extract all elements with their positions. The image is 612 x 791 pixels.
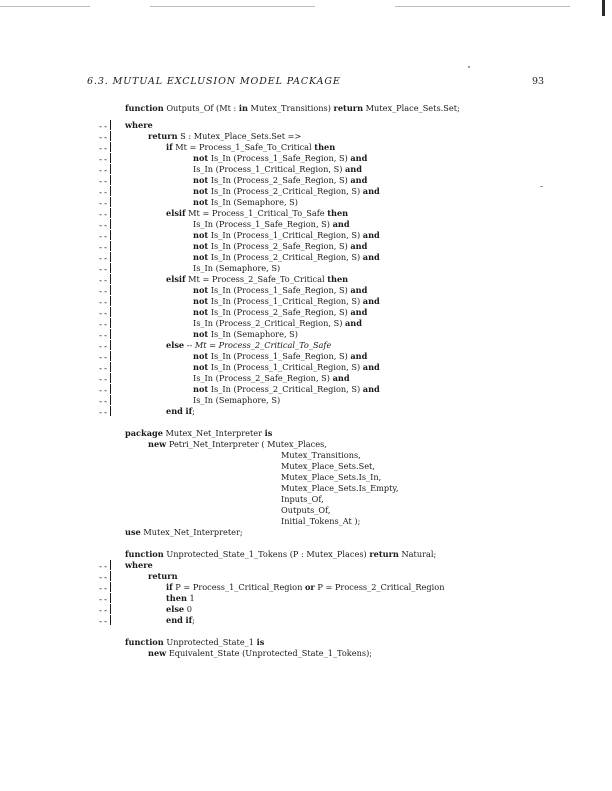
margin-bar	[98, 406, 114, 417]
margin-bar-dashes: --	[98, 143, 109, 153]
code-line: not Is_In (Semaphore, S)	[193, 197, 298, 207]
margin-bar	[98, 186, 114, 197]
margin-bar	[98, 604, 114, 615]
margin-bar	[98, 615, 114, 626]
margin-bar-dashes: --	[98, 330, 109, 340]
code-line: end if;	[166, 406, 195, 416]
code-line: Mutex_Place_Sets.Set,	[281, 461, 375, 471]
margin-bar-dashes: --	[98, 275, 109, 285]
code-line: new Equivalent_State (Unprotected_State_1_Tokens);	[148, 648, 373, 658]
code-line: not Is_In (Process_2_Critical_Region, S) and	[193, 252, 380, 262]
code-line: if P = Process_1_Critical_Region or P = Process_2_Critical_Region	[166, 582, 445, 592]
code-line: Mutex_Place_Sets.Is_Empty,	[281, 483, 399, 493]
margin-bar	[98, 241, 114, 252]
margin-bar	[98, 142, 114, 153]
code-line: Inputs_Of,	[281, 494, 324, 504]
margin-bar-dashes: --	[98, 286, 109, 296]
margin-bar-rule	[110, 219, 111, 229]
margin-bar	[98, 175, 114, 186]
margin-bar	[98, 593, 114, 604]
margin-bar	[98, 230, 114, 241]
code-line: elsif Mt = Process_1_Critical_To_Safe then	[166, 208, 349, 218]
margin-bar-rule	[110, 406, 111, 416]
code-line: not Is_In (Process_2_Critical_Region, S) and	[193, 384, 380, 394]
margin-bar-rule	[110, 142, 111, 152]
code-line: then 1	[166, 593, 195, 603]
code-line: not Is_In (Process_1_Safe_Region, S) and	[193, 153, 368, 163]
margin-bar-dashes: --	[98, 264, 109, 274]
margin-bar-rule	[110, 131, 111, 141]
margin-bar	[98, 340, 114, 351]
code-line: not Is_In (Process_1_Safe_Region, S) and	[193, 351, 368, 361]
scan-mark-top-right	[602, 0, 605, 16]
margin-bar	[98, 131, 114, 142]
scan-edge-line-left	[0, 6, 90, 7]
margin-bar-rule	[110, 241, 111, 251]
margin-bar-dashes: --	[98, 396, 109, 406]
code-line: not Is_In (Process_2_Safe_Region, S) and	[193, 307, 368, 317]
code-line: Mutex_Transitions,	[281, 450, 361, 460]
margin-bar-rule	[110, 208, 111, 218]
margin-bar	[98, 274, 114, 285]
margin-bar-dashes: --	[98, 352, 109, 362]
code-line: function Outputs_Of (Mt : in Mutex_Transitions) return Mutex_Place_Sets.Set;	[125, 103, 460, 113]
code-line: package Mutex_Net_Interpreter is	[125, 428, 273, 438]
page-number: 93	[532, 76, 545, 87]
code-line: Is_In (Process_2_Safe_Region, S) and	[193, 373, 350, 383]
margin-bar-dashes: --	[98, 154, 109, 164]
code-line: not Is_In (Semaphore, S)	[193, 329, 298, 339]
scan-edge-line-middle	[150, 6, 315, 7]
margin-bar	[98, 296, 114, 307]
code-line: not Is_In (Process_2_Safe_Region, S) and	[193, 241, 368, 251]
margin-bar-rule	[110, 285, 111, 295]
margin-bar-dashes: --	[98, 121, 109, 131]
margin-bar-dashes: --	[98, 176, 109, 186]
margin-bar-rule	[110, 351, 111, 361]
margin-bar-dashes: --	[98, 220, 109, 230]
margin-bar-rule	[110, 362, 111, 372]
code-line: function Unprotected_State_1_Tokens (P : Mutex_Places) return Natural;	[125, 549, 437, 559]
margin-bar	[98, 307, 114, 318]
margin-bar-dashes: --	[98, 385, 109, 395]
margin-bar-dashes: --	[98, 253, 109, 263]
margin-bar-dashes: --	[98, 209, 109, 219]
code-line: Is_In (Process_2_Critical_Region, S) and	[193, 318, 362, 328]
margin-bar-rule	[110, 186, 111, 196]
margin-bar	[98, 263, 114, 274]
margin-bar-rule	[110, 571, 111, 581]
margin-bar-rule	[110, 593, 111, 603]
margin-bar-rule	[110, 384, 111, 394]
margin-bar-rule	[110, 582, 111, 592]
code-line: Is_In (Semaphore, S)	[193, 263, 281, 273]
margin-bar-rule	[110, 175, 111, 185]
code-line: function Unprotected_State_1 is	[125, 637, 265, 647]
margin-bar-dashes: --	[98, 594, 109, 604]
margin-bar-dashes: --	[98, 297, 109, 307]
code-line: not Is_In (Process_1_Critical_Region, S) and	[193, 362, 380, 372]
margin-bar	[98, 318, 114, 329]
margin-bar-dashes: --	[98, 165, 109, 175]
margin-bar	[98, 153, 114, 164]
code-line: Is_In (Process_1_Critical_Region, S) and	[193, 164, 362, 174]
code-line: Is_In (Semaphore, S)	[193, 395, 281, 405]
margin-bar	[98, 252, 114, 263]
margin-bar-dashes: --	[98, 363, 109, 373]
margin-bar-rule	[110, 274, 111, 284]
running-header	[0, 76, 612, 90]
margin-bar	[98, 373, 114, 384]
section-heading: 6.3. MUTUAL EXCLUSION MODEL PACKAGE	[87, 76, 341, 87]
margin-bar-dashes: --	[98, 341, 109, 351]
margin-bar-rule	[110, 230, 111, 240]
margin-bar-dashes: --	[98, 583, 109, 593]
margin-bar-dashes: --	[98, 231, 109, 241]
margin-bar-rule	[110, 296, 111, 306]
margin-bar-rule	[110, 164, 111, 174]
code-line: not Is_In (Process_1_Safe_Region, S) and	[193, 285, 368, 295]
margin-bar-dashes: --	[98, 242, 109, 252]
code-line: Outputs_Of,	[281, 505, 331, 515]
margin-bar-dashes: --	[98, 374, 109, 384]
code-line: Is_In (Process_1_Safe_Region, S) and	[193, 219, 350, 229]
code-line: new Petri_Net_Interpreter ( Mutex_Places,	[148, 439, 327, 449]
margin-bar-dashes: --	[98, 187, 109, 197]
margin-bar-rule	[110, 395, 111, 405]
margin-bar	[98, 120, 114, 131]
code-line: else -- Mt = Process_2_Critical_To_Safe	[166, 340, 332, 350]
margin-bar-rule	[110, 604, 111, 614]
margin-bar-dashes: --	[98, 561, 109, 571]
margin-bar	[98, 285, 114, 296]
margin-bar-rule	[110, 252, 111, 262]
code-line: use Mutex_Net_Interpreter;	[125, 527, 243, 537]
code-line: if Mt = Process_1_Safe_To_Critical then	[166, 142, 336, 152]
code-line: where	[125, 560, 153, 570]
scan-speck-2	[540, 186, 543, 187]
margin-bar	[98, 197, 114, 208]
margin-bar	[98, 384, 114, 395]
code-line: not Is_In (Process_2_Critical_Region, S) and	[193, 186, 380, 196]
margin-bar-rule	[110, 307, 111, 317]
margin-bar-rule	[110, 329, 111, 339]
margin-bar-dashes: --	[98, 319, 109, 329]
margin-bar-dashes: --	[98, 605, 109, 615]
margin-bar	[98, 582, 114, 593]
scan-speck-1	[468, 66, 470, 68]
margin-bar	[98, 571, 114, 582]
margin-bar	[98, 362, 114, 373]
margin-bar-rule	[110, 120, 111, 130]
margin-bar	[98, 329, 114, 340]
margin-bar	[98, 395, 114, 406]
code-line: not Is_In (Process_2_Safe_Region, S) and	[193, 175, 368, 185]
code-line: where	[125, 120, 153, 130]
margin-bar-dashes: --	[98, 407, 109, 417]
margin-bar-rule	[110, 197, 111, 207]
margin-bar-dashes: --	[98, 572, 109, 582]
margin-bar-dashes: --	[98, 308, 109, 318]
margin-bar	[98, 351, 114, 362]
margin-bar-rule	[110, 318, 111, 328]
margin-bar-rule	[110, 153, 111, 163]
margin-bar-dashes: --	[98, 198, 109, 208]
margin-bar	[98, 560, 114, 571]
code-line: return	[148, 571, 178, 581]
code-line: elsif Mt = Process_2_Safe_To_Critical then	[166, 274, 349, 284]
margin-bar	[98, 208, 114, 219]
code-line: Mutex_Place_Sets.Is_In,	[281, 472, 382, 482]
margin-bar	[98, 219, 114, 230]
code-line: end if;	[166, 615, 195, 625]
margin-bar-rule	[110, 263, 111, 273]
code-line: Initial_Tokens_At );	[281, 516, 361, 526]
scan-edge-line-right	[395, 6, 570, 7]
margin-bar-rule	[110, 560, 111, 570]
margin-bar-dashes: --	[98, 616, 109, 626]
code-line: return S : Mutex_Place_Sets.Set =>	[148, 131, 302, 141]
margin-bar-rule	[110, 373, 111, 383]
code-line: not Is_In (Process_1_Critical_Region, S) and	[193, 296, 380, 306]
margin-bar-rule	[110, 340, 111, 350]
margin-bar-dashes: --	[98, 132, 109, 142]
margin-bar	[98, 164, 114, 175]
margin-bar-rule	[110, 615, 111, 625]
code-line: else 0	[166, 604, 192, 614]
code-line: not Is_In (Process_1_Critical_Region, S) and	[193, 230, 380, 240]
